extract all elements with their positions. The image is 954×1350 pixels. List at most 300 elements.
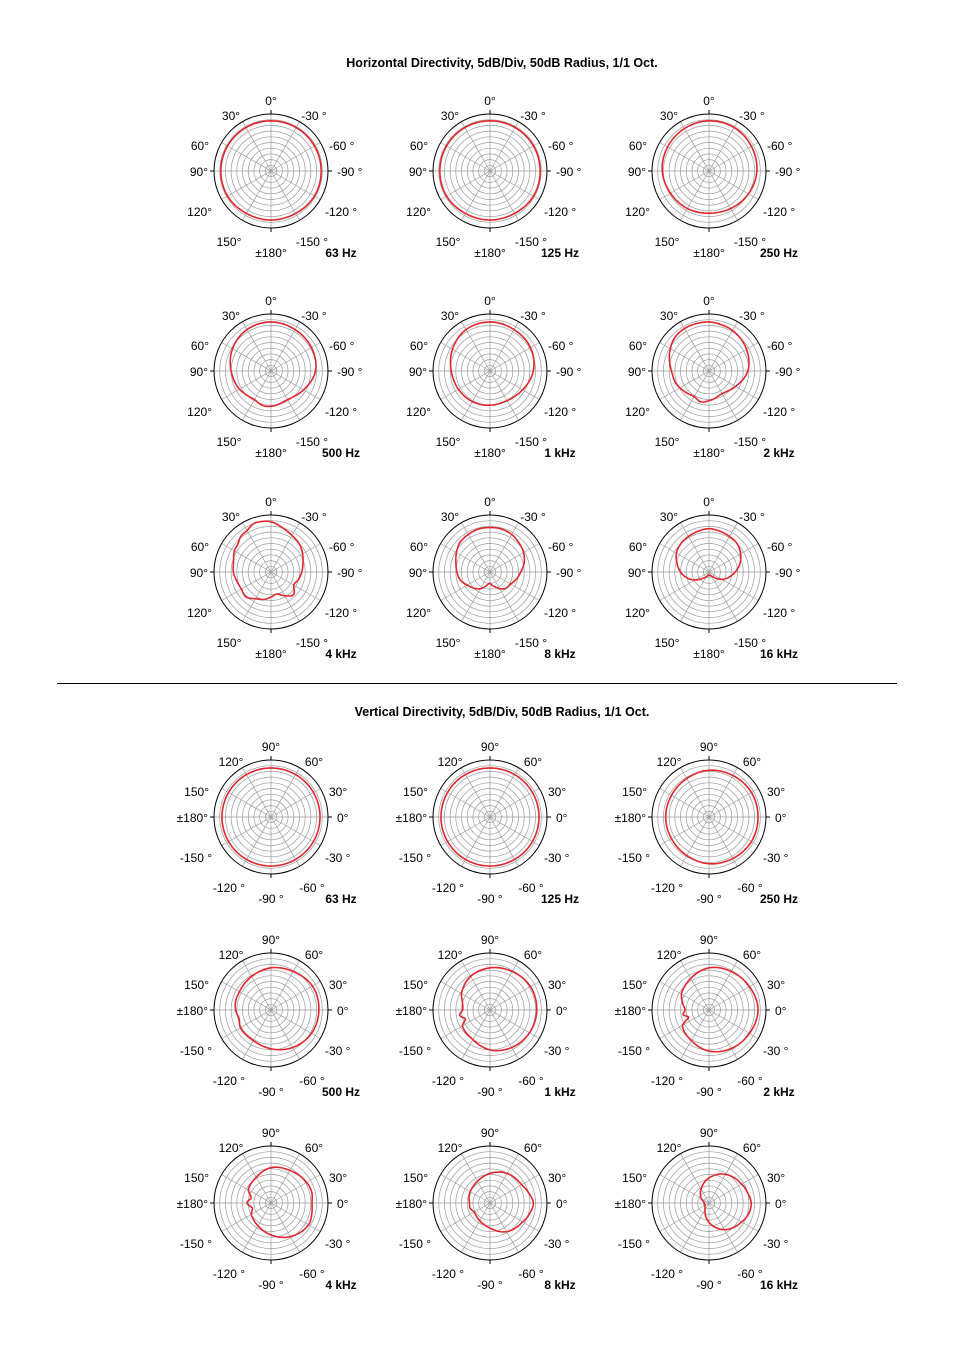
angle-label-mid-lower-right: -120 °	[325, 205, 358, 219]
grid-spoke	[441, 343, 490, 372]
grid-spoke	[243, 1203, 272, 1252]
grid-spoke	[271, 1203, 300, 1252]
angle-label-mid-upper-right: 30°	[548, 978, 567, 992]
angle-label-left: ±180°	[614, 811, 646, 825]
angle-label-left: 90°	[189, 566, 208, 580]
frequency-label: 8 kHz	[544, 1278, 576, 1292]
angle-label-mid-upper-left: 60°	[190, 139, 209, 153]
angle-label-left: ±180°	[176, 811, 208, 825]
angle-label-upper-right: -30 °	[301, 109, 327, 123]
angle-label-right: 0°	[337, 1197, 349, 1211]
angle-label-lower-right: -150 °	[733, 235, 767, 249]
angle-label-top: 90°	[699, 740, 719, 754]
angle-label-right: -90 °	[556, 566, 582, 580]
angle-label-lower-left: -120 °	[212, 881, 246, 895]
grid-spoke	[441, 1010, 490, 1039]
angle-label-mid-lower-right: -30 °	[325, 1044, 351, 1058]
angle-label-bottom: ±180°	[693, 246, 725, 260]
horizontal-500-hz-polar-chart	[187, 294, 363, 460]
grid-spoke	[490, 572, 539, 601]
grid-spoke	[709, 171, 758, 200]
grid-spoke	[271, 1010, 320, 1039]
angle-label-right: -90 °	[775, 365, 801, 379]
grid-spoke	[271, 171, 320, 200]
angle-label-mid-upper-right: 30°	[767, 978, 786, 992]
angle-label-mid-upper-right: 30°	[329, 978, 348, 992]
grid-spoke	[222, 544, 271, 573]
angle-label-lower-left: 150°	[654, 235, 680, 249]
angle-label-bottom: -90 °	[696, 1085, 722, 1099]
vertical-8-khz-polar-chart	[396, 1126, 576, 1292]
angle-label-upper-left: 30°	[221, 109, 241, 123]
grid-spoke	[681, 817, 710, 866]
angle-label-top: 0°	[265, 495, 277, 509]
angle-label-mid-lower-left: -150 °	[179, 1044, 212, 1058]
angle-label-mid-lower-right: -120 °	[544, 205, 577, 219]
angle-label-bottom: ±180°	[255, 647, 287, 661]
grid-spoke	[243, 122, 272, 171]
grid-spoke	[709, 523, 738, 572]
angle-label-right: 0°	[337, 1004, 349, 1018]
angle-label-lower-left: -120 °	[650, 1267, 684, 1281]
angle-label-top: 90°	[261, 740, 281, 754]
angle-label-upper-left: 30°	[221, 510, 241, 524]
angle-label-mid-lower-right: -30 °	[544, 1237, 570, 1251]
angle-label-upper-left: 30°	[440, 109, 460, 123]
angle-label-upper-left: 120°	[656, 755, 682, 769]
angle-label-upper-right: -30 °	[739, 309, 765, 323]
angle-label-upper-left: 120°	[656, 948, 682, 962]
angle-label-mid-lower-left: -150 °	[179, 1237, 212, 1251]
grid-spoke	[660, 343, 709, 372]
angle-label-left: ±180°	[176, 1197, 208, 1211]
angle-label-mid-lower-right: -120 °	[544, 405, 577, 419]
frequency-label: 1 kHz	[544, 1085, 576, 1099]
horizontal-8-khz-polar-chart	[406, 495, 582, 661]
angle-label-left: 90°	[408, 165, 427, 179]
angle-label-lower-right: -60 °	[737, 1074, 763, 1088]
angle-label-mid-lower-left: -150 °	[179, 851, 212, 865]
angle-label-top: 90°	[480, 740, 500, 754]
angle-label-right: -90 °	[337, 165, 363, 179]
vertical-4-khz-polar-chart	[177, 1126, 357, 1292]
angle-label-upper-right: -30 °	[301, 510, 327, 524]
grid-spoke	[709, 322, 738, 371]
grid-spoke	[441, 1203, 490, 1232]
angle-label-right: 0°	[556, 1004, 568, 1018]
frequency-label: 500 Hz	[321, 446, 361, 460]
grid-spoke	[271, 544, 320, 573]
angle-label-upper-right: 60°	[304, 948, 324, 962]
grid-spoke	[490, 343, 539, 372]
angle-label-mid-lower-right: -120 °	[763, 405, 796, 419]
grid-spoke	[660, 1203, 709, 1232]
vertical-title: Vertical Directivity, 5dB/Div, 50dB Radius, 1/1 Oct.	[354, 705, 650, 719]
vertical-1-khz-polar-chart	[396, 933, 576, 1099]
angle-label-mid-lower-left: 120°	[406, 205, 431, 219]
angle-label-mid-lower-left: 120°	[187, 606, 212, 620]
angle-label-mid-lower-right: -120 °	[544, 606, 577, 620]
grid-spoke	[681, 1154, 710, 1203]
angle-label-mid-lower-left: -150 °	[617, 1237, 650, 1251]
angle-label-mid-upper-left: 60°	[409, 339, 428, 353]
angle-label-mid-lower-right: -30 °	[763, 1237, 789, 1251]
angle-label-lower-right: -60 °	[299, 881, 325, 895]
angle-label-lower-left: 150°	[216, 235, 242, 249]
grid-spoke	[462, 572, 491, 621]
angle-label-mid-lower-right: -30 °	[325, 851, 351, 865]
angle-label-mid-upper-right: -60 °	[329, 540, 355, 554]
frequency-label: 250 Hz	[759, 246, 799, 260]
angle-label-lower-right: -60 °	[299, 1267, 325, 1281]
angle-label-mid-lower-left: -150 °	[617, 851, 650, 865]
angle-label-lower-left: 150°	[435, 235, 461, 249]
grid-spoke	[271, 143, 320, 172]
angle-label-mid-upper-left: 60°	[409, 139, 428, 153]
angle-label-mid-lower-left: 120°	[187, 405, 212, 419]
angle-label-upper-left: 30°	[221, 309, 241, 323]
horizontal-16-khz-polar-chart	[625, 495, 801, 661]
grid-spoke	[709, 544, 758, 573]
response-curve	[460, 968, 537, 1051]
angle-label-upper-left: 120°	[437, 948, 463, 962]
angle-label-mid-upper-right: 30°	[329, 1171, 348, 1185]
response-curve	[235, 968, 319, 1050]
angle-label-upper-right: 60°	[304, 1141, 324, 1155]
frequency-label: 16 kHz	[759, 1278, 799, 1292]
angle-label-upper-right: -30 °	[520, 109, 546, 123]
horizontal-125-hz-polar-chart	[406, 94, 582, 260]
angle-label-right: -90 °	[775, 566, 801, 580]
angle-label-bottom: ±180°	[474, 446, 506, 460]
angle-label-lower-left: 150°	[435, 435, 461, 449]
horizontal-title: Horizontal Directivity, 5dB/Div, 50dB Radius, 1/1 Oct.	[346, 56, 658, 70]
angle-label-lower-left: -120 °	[212, 1074, 246, 1088]
angle-label-upper-right: 60°	[523, 1141, 543, 1155]
angle-label-right: 0°	[775, 1197, 787, 1211]
angle-label-mid-lower-right: -120 °	[325, 405, 358, 419]
angle-label-mid-lower-left: -150 °	[617, 1044, 650, 1058]
vertical-500-hz-polar-chart	[177, 933, 360, 1099]
angle-label-lower-right: -150 °	[733, 435, 767, 449]
grid-spoke	[441, 1175, 490, 1204]
angle-label-upper-left: 120°	[218, 755, 244, 769]
grid-spoke	[222, 171, 271, 200]
frequency-label: 2 kHz	[763, 1085, 795, 1099]
grid-spoke	[243, 1154, 272, 1203]
angle-label-mid-upper-right: -60 °	[548, 339, 574, 353]
angle-label-lower-left: -120 °	[431, 1267, 465, 1281]
grid-spoke	[271, 572, 300, 621]
angle-label-mid-lower-left: -150 °	[398, 1044, 431, 1058]
angle-label-upper-left: 120°	[218, 948, 244, 962]
grid-spoke	[222, 982, 271, 1011]
angle-label-lower-right: -60 °	[518, 1267, 544, 1281]
angle-label-mid-upper-right: -60 °	[767, 540, 793, 554]
frequency-label: 250 Hz	[759, 892, 799, 906]
grid-spoke	[660, 371, 709, 400]
grid-spoke	[709, 343, 758, 372]
angle-label-mid-upper-left: 150°	[184, 785, 209, 799]
angle-label-mid-upper-left: 60°	[190, 339, 209, 353]
grid-spoke	[490, 572, 519, 621]
angle-label-mid-upper-right: 30°	[767, 785, 786, 799]
angle-label-right: -90 °	[556, 365, 582, 379]
angle-label-top: 0°	[265, 94, 277, 108]
angle-label-bottom: -90 °	[696, 892, 722, 906]
horizontal-2-khz-polar-chart	[625, 294, 801, 460]
angle-label-lower-left: 150°	[654, 636, 680, 650]
vertical-2-khz-polar-chart	[615, 933, 795, 1099]
angle-label-mid-lower-left: 120°	[625, 205, 650, 219]
angle-label-mid-lower-right: -30 °	[763, 851, 789, 865]
angle-label-mid-upper-right: -60 °	[548, 540, 574, 554]
grid-spoke	[271, 1154, 300, 1203]
angle-label-upper-left: 30°	[659, 510, 679, 524]
angle-label-upper-left: 120°	[437, 1141, 463, 1155]
angle-label-upper-right: 60°	[523, 755, 543, 769]
angle-label-bottom: -90 °	[477, 1278, 503, 1292]
angle-label-mid-lower-left: 120°	[406, 405, 431, 419]
frequency-label: 2 kHz	[763, 446, 795, 460]
grid-spoke	[271, 1203, 320, 1232]
angle-label-bottom: ±180°	[255, 446, 287, 460]
angle-label-upper-right: 60°	[742, 755, 762, 769]
grid-spoke	[441, 544, 490, 573]
angle-label-lower-right: -150 °	[514, 235, 548, 249]
angle-label-lower-right: -60 °	[518, 1074, 544, 1088]
angle-label-lower-right: -150 °	[733, 636, 767, 650]
angle-label-mid-upper-right: 30°	[767, 1171, 786, 1185]
angle-label-right: -90 °	[775, 165, 801, 179]
angle-label-upper-right: -30 °	[739, 109, 765, 123]
angle-label-upper-right: -30 °	[520, 309, 546, 323]
grid-spoke	[660, 544, 709, 573]
angle-label-upper-left: 120°	[656, 1141, 682, 1155]
angle-label-mid-lower-right: -30 °	[544, 1044, 570, 1058]
angle-label-top: 0°	[703, 294, 715, 308]
angle-label-upper-right: -30 °	[301, 309, 327, 323]
horizontal-1-khz-polar-chart	[406, 294, 582, 460]
horizontal-250-hz-polar-chart	[625, 94, 801, 260]
grid-spoke	[490, 1203, 519, 1252]
grid-spoke	[490, 982, 539, 1011]
angle-label-top: 0°	[265, 294, 277, 308]
angle-label-mid-upper-right: -60 °	[767, 139, 793, 153]
angle-label-mid-upper-left: 60°	[628, 339, 647, 353]
angle-label-mid-upper-left: 60°	[628, 139, 647, 153]
angle-label-lower-left: 150°	[216, 435, 242, 449]
angle-label-top: 90°	[699, 933, 719, 947]
angle-label-top: 90°	[480, 933, 500, 947]
angle-label-mid-upper-left: 150°	[403, 785, 428, 799]
angle-label-lower-left: -120 °	[431, 881, 465, 895]
angle-label-right: -90 °	[337, 566, 363, 580]
angle-label-mid-upper-right: -60 °	[329, 139, 355, 153]
angle-label-upper-left: 120°	[218, 1141, 244, 1155]
angle-label-lower-right: -150 °	[514, 435, 548, 449]
angle-label-lower-right: -60 °	[299, 1074, 325, 1088]
angle-label-top: 0°	[484, 495, 496, 509]
angle-label-mid-lower-right: -30 °	[763, 1044, 789, 1058]
frequency-label: 4 kHz	[325, 1278, 357, 1292]
angle-label-bottom: -90 °	[258, 1085, 284, 1099]
grid-spoke	[222, 143, 271, 172]
grid-spoke	[462, 1010, 491, 1059]
grid-spoke	[462, 371, 491, 420]
grid-spoke	[660, 789, 709, 818]
angle-label-top: 90°	[480, 1126, 500, 1140]
frequency-label: 63 Hz	[325, 892, 357, 906]
frequency-label: 4 kHz	[325, 647, 357, 661]
horizontal-4-khz-polar-chart	[187, 495, 363, 661]
angle-label-bottom: ±180°	[693, 647, 725, 661]
grid-spoke	[462, 1154, 491, 1203]
grid-spoke	[462, 122, 491, 171]
vertical-250-hz-polar-chart	[615, 740, 798, 906]
grid-spoke	[222, 343, 271, 372]
angle-label-right: -90 °	[556, 165, 582, 179]
grid-spoke	[271, 343, 320, 372]
angle-label-mid-lower-left: 120°	[406, 606, 431, 620]
angle-label-bottom: -90 °	[258, 1278, 284, 1292]
grid-spoke	[490, 143, 539, 172]
angle-label-left: 90°	[627, 365, 646, 379]
angle-label-lower-right: -60 °	[737, 881, 763, 895]
angle-label-mid-lower-left: 120°	[625, 606, 650, 620]
angle-label-right: 0°	[775, 811, 787, 825]
frequency-label: 16 kHz	[759, 647, 799, 661]
grid-spoke	[441, 371, 490, 400]
angle-label-mid-upper-left: 150°	[403, 978, 428, 992]
angle-label-right: 0°	[775, 1004, 787, 1018]
angle-label-left: 90°	[627, 165, 646, 179]
frequency-label: 1 kHz	[544, 446, 576, 460]
angle-label-right: 0°	[556, 811, 568, 825]
grid-spoke	[441, 982, 490, 1011]
angle-label-left: ±180°	[395, 811, 427, 825]
grid-spoke	[660, 817, 709, 846]
angle-label-bottom: ±180°	[693, 446, 725, 460]
grid-spoke	[709, 572, 758, 601]
angle-label-mid-upper-left: 150°	[622, 978, 647, 992]
angle-label-upper-right: 60°	[742, 1141, 762, 1155]
grid-spoke	[222, 1175, 271, 1204]
grid-spoke	[681, 371, 710, 420]
angle-label-lower-right: -60 °	[737, 1267, 763, 1281]
frequency-label: 8 kHz	[544, 647, 576, 661]
angle-label-mid-upper-left: 150°	[184, 1171, 209, 1185]
angle-label-mid-upper-left: 150°	[403, 1171, 428, 1185]
angle-label-bottom: ±180°	[255, 246, 287, 260]
angle-label-mid-lower-right: -120 °	[325, 606, 358, 620]
angle-label-mid-upper-right: 30°	[329, 785, 348, 799]
angle-label-left: 90°	[189, 365, 208, 379]
angle-label-lower-left: -120 °	[212, 1267, 246, 1281]
angle-label-mid-upper-right: -60 °	[767, 339, 793, 353]
grid-spoke	[681, 768, 710, 817]
grid-spoke	[660, 171, 709, 200]
angle-label-mid-upper-right: 30°	[548, 1171, 567, 1185]
angle-label-upper-left: 120°	[437, 755, 463, 769]
angle-label-mid-lower-right: -30 °	[325, 1237, 351, 1251]
grid-spoke	[441, 143, 490, 172]
angle-label-mid-upper-left: 60°	[190, 540, 209, 554]
vertical-16-khz-polar-chart	[615, 1126, 798, 1292]
grid-spoke	[271, 1010, 300, 1059]
angle-label-upper-left: 30°	[440, 309, 460, 323]
grid-spoke	[271, 122, 300, 171]
grid-spoke	[660, 1010, 709, 1039]
angle-label-upper-right: -30 °	[739, 510, 765, 524]
angle-label-mid-upper-left: 150°	[622, 785, 647, 799]
angle-label-mid-lower-left: -150 °	[398, 1237, 431, 1251]
angle-label-lower-left: 150°	[435, 636, 461, 650]
frequency-label: 500 Hz	[321, 1085, 361, 1099]
angle-label-lower-right: -150 °	[295, 435, 329, 449]
angle-label-lower-right: -150 °	[514, 636, 548, 650]
angle-label-bottom: -90 °	[477, 892, 503, 906]
grid-spoke	[709, 1010, 758, 1039]
frequency-label: 125 Hz	[540, 246, 580, 260]
angle-label-bottom: ±180°	[474, 246, 506, 260]
grid-spoke	[490, 544, 539, 573]
grid-spoke	[709, 371, 738, 420]
angle-label-mid-lower-right: -30 °	[544, 851, 570, 865]
angle-label-lower-left: 150°	[216, 636, 242, 650]
angle-label-upper-right: 60°	[523, 948, 543, 962]
frequency-label: 63 Hz	[325, 246, 357, 260]
grid-spoke	[441, 171, 490, 200]
angle-label-left: ±180°	[614, 1197, 646, 1211]
frequency-label: 125 Hz	[540, 892, 580, 906]
grid-spoke	[462, 1203, 491, 1252]
angle-label-top: 0°	[703, 495, 715, 509]
angle-label-upper-right: 60°	[304, 755, 324, 769]
angle-label-left: ±180°	[395, 1197, 427, 1211]
angle-label-bottom: -90 °	[258, 892, 284, 906]
angle-label-lower-right: -150 °	[295, 235, 329, 249]
angle-label-lower-left: 150°	[654, 435, 680, 449]
grid-spoke	[490, 171, 539, 200]
angle-label-left: 90°	[189, 165, 208, 179]
grid-spoke	[490, 1010, 539, 1039]
angle-label-bottom: ±180°	[474, 647, 506, 661]
angle-label-top: 90°	[261, 933, 281, 947]
angle-label-left: ±180°	[176, 1004, 208, 1018]
angle-label-mid-upper-left: 150°	[184, 978, 209, 992]
grid-spoke	[709, 982, 758, 1011]
angle-label-lower-left: -120 °	[431, 1074, 465, 1088]
grid-spoke	[490, 371, 519, 420]
angle-label-mid-upper-right: 30°	[548, 785, 567, 799]
grid-spoke	[681, 523, 710, 572]
grid-spoke	[441, 572, 490, 601]
angle-label-upper-left: 30°	[659, 109, 679, 123]
angle-label-left: ±180°	[395, 1004, 427, 1018]
angle-label-upper-right: 60°	[742, 948, 762, 962]
angle-label-mid-upper-right: -60 °	[548, 139, 574, 153]
angle-label-mid-upper-left: 60°	[409, 540, 428, 554]
angle-label-top: 0°	[703, 94, 715, 108]
angle-label-upper-left: 30°	[440, 510, 460, 524]
angle-label-mid-upper-right: -60 °	[329, 339, 355, 353]
angle-label-right: 0°	[337, 811, 349, 825]
angle-label-mid-upper-left: 150°	[622, 1171, 647, 1185]
angle-label-mid-upper-left: 60°	[628, 540, 647, 554]
angle-label-left: 90°	[408, 566, 427, 580]
angle-label-lower-left: -120 °	[650, 881, 684, 895]
